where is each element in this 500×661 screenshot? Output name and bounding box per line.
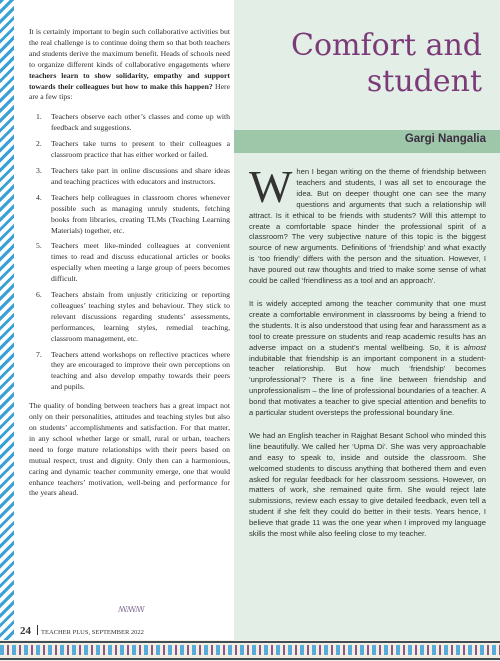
list-number: 1. [36, 112, 42, 122]
list-number: 5. [36, 241, 42, 251]
article-paragraph-1 [249, 161, 486, 287]
intro-bold-text: teachers learn to show solidarity, empathy and support towards their colleagues but how to make this happen? [29, 70, 230, 91]
list-text: Teachers help colleagues in classroom chores whenever possible such as managing unruly students, fetching books from libraries, creating TLMs (Teaching Learning Materials) together, etc. [51, 192, 230, 235]
decorative-bottom-border [0, 640, 500, 661]
drop-cap: W [249, 161, 293, 212]
left-stripe-border [0, 0, 14, 640]
paragraph-text: It is widely accepted among the teacher community that one must create a comfortable environment in classrooms by being a friend to the students. It is also understood that using fear and harassment as a tool to create pressure on students and reap academic results has an adverse impact on a student’s mental wellbeing. So, it is [249, 298, 486, 352]
list-item [29, 112, 230, 134]
article-paragraph-3: We had an English teacher in Rajghat Besant School who minded this line beautifully. We called her ‘Upma Di’. She was very approachable and easy to speak to, inside and outside the classroom. She welcomed students to discuss anything that bothered them and even asked for regular feedback for her classroom sessions. However, on matters of work, she remained quite firm. She would reject late submissions, review each essay to give detailed feedback, even tell a student if she felt they could do better in their tests. Years hence, I believe that grade 11 was the one year when I improved my language skills the most while also feeling close to my teacher. [249, 430, 486, 539]
intro-text: It is certainly important to begin such collaborative activities but the real challenge is to continue doing them so that both teachers and students derive the maximum benefit. Heads of schools need to organize different kinds of collaborative engagements where [29, 27, 230, 69]
footer-divider [37, 625, 38, 635]
article-body [249, 161, 486, 552]
author-name: Gargi Nangalia [404, 133, 486, 145]
list-item [29, 290, 230, 345]
list-text: Teachers take turns to present to their colleagues a classroom practice that has either worked or failed. [51, 139, 230, 160]
list-number: 7. [36, 349, 42, 359]
page-number: 24 [20, 625, 31, 637]
closing-paragraph: The quality of bonding between teachers has a great impact not only on their personalities, attitudes and teaching styles but also on students’ accomplishments and satisfaction. For that matter, in any school whether large or small, rural or urban, teachers need to forge mature relationships with their peers based on mutual respect, trust and dignity. Only then can a harmonious, caring and dynamic teacher community emerge, one that would enhance teachers’ motivation, well-being and performance for the years ahead. [29, 401, 230, 498]
publication-name: TEACHER PLUS, SEPTEMBER 2022 [41, 629, 144, 636]
end-ornament: ꟿꟿꟿ [118, 605, 144, 614]
list-text: Teachers abstain from unjustly criticizing or reporting colleagues’ teaching styles and behaviour. They stick to relevant discussions regarding students’ assessments, performances, learning styles, remedial teaching, classroom management, etc. [51, 290, 230, 343]
list-item [29, 241, 230, 285]
list-item [29, 166, 230, 188]
intro-paragraph [29, 27, 230, 103]
tips-list [29, 112, 230, 393]
list-item [29, 350, 230, 394]
list-number: 6. [36, 290, 42, 300]
article-paragraph-2 [249, 299, 486, 419]
list-text: Teachers attend workshops on reflective practices where they are encouraged to improve their own perceptions on teaching and also develop empathy towards their peers and pupils. [51, 349, 230, 392]
border-line-top [0, 641, 500, 643]
paragraph-text: indubitable that friendship is an important component in a student-teacher relationship. But how much ‘friendship’ becomes ‘unprofessional’? There is a fine line between friendship and unprofessionalism – the line of professional boundaries of a teacher. A bond that motivates a teacher to give special attention and benefits to a particular student oversteps the professional boundary line. [249, 353, 486, 418]
border-pattern [0, 645, 500, 655]
page-footer [20, 625, 144, 637]
italic-word: almost [463, 342, 486, 352]
intro-text-end: Here are a few tips: [29, 81, 230, 102]
article-title: Comfort and student [291, 28, 482, 99]
list-text: Teachers meet like-minded colleagues at convenient times to read and discuss educational articles or books especially when meeting a large group of peers becomes difficult. [51, 241, 230, 284]
left-column [29, 27, 230, 508]
list-item [29, 139, 230, 161]
list-text: Teachers observe each other’s classes and come up with feedback and suggestions. [51, 112, 230, 133]
paragraph-text: hen I began writing on the theme of friendship between teachers and students, I was all set to encourage the idea. But on deeper thought one can see the many questions and arguments that such a relationship will attract. Is it ethical to be friends with students? Will this attempt to create a comfortable space hinder the professional spirit of a classroom? The very subjective nature of this topic is the biggest source of new arguments. Definitions of ‘friendship’ and what exactly is ‘too friendly’ differs with the person and the situation. However, I have poured out raw thoughts and tried to make some sense of what could be called ‘friendliness as a tool and an approach’. [249, 167, 486, 286]
border-line-bottom [0, 658, 500, 660]
list-number: 4. [36, 192, 42, 202]
list-text: Teachers take part in online discussions and share ideas and teaching practices with educators and instructors. [51, 165, 230, 186]
list-item [29, 193, 230, 237]
list-number: 3. [36, 165, 42, 175]
list-number: 2. [36, 139, 42, 149]
